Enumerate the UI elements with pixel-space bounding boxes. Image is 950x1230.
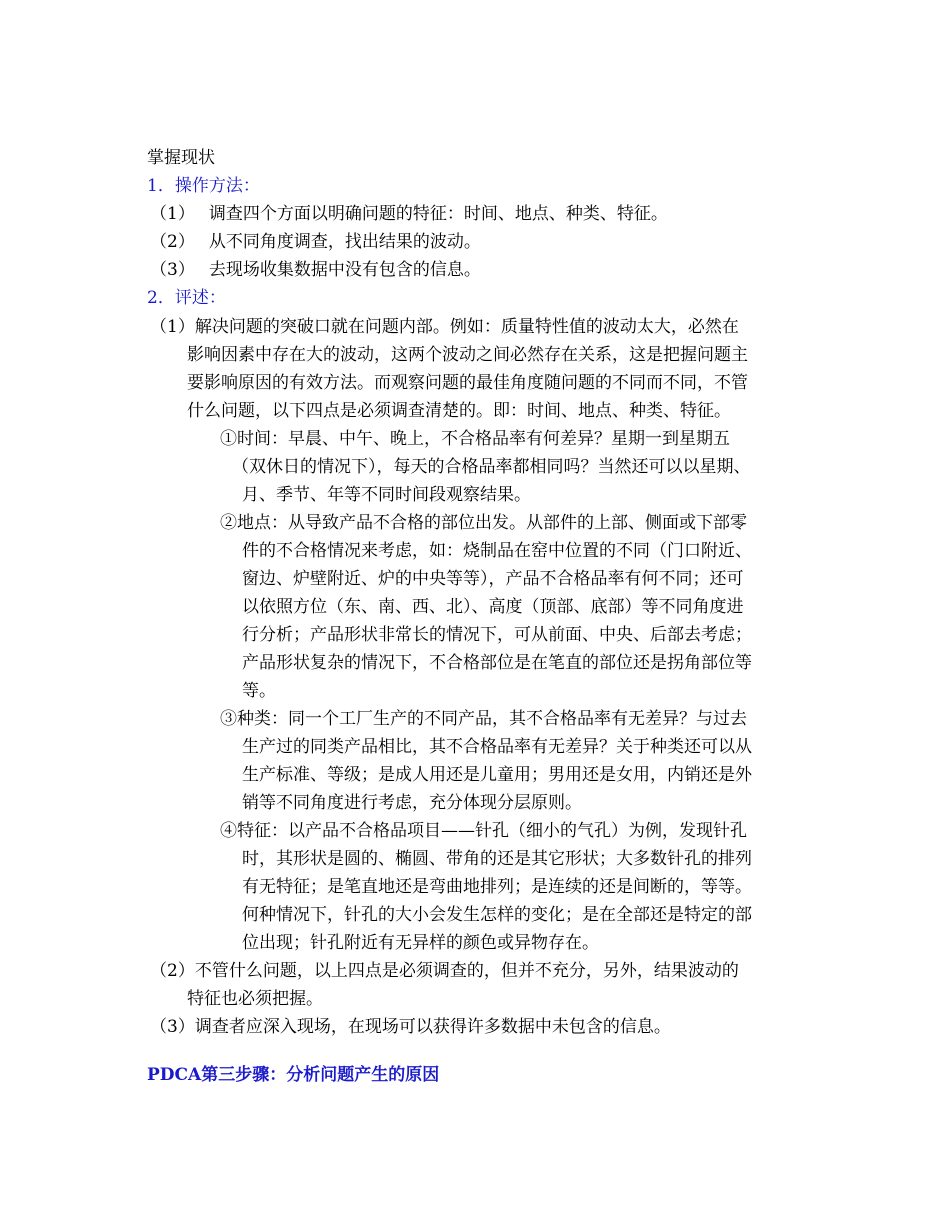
part2-heading: 2．评述： — [147, 288, 226, 308]
sub-item-line: 何种情况下，针孔的大小会发生怎样的变化；是在全部还是特定的部 — [242, 905, 752, 925]
sub-item-line: 销等不同角度进行考虑，充分体现分层原则。 — [242, 793, 582, 813]
sub-item-line: ①时间：早晨、中午、晚上，不合格品率有何差异？星期一到星期五 — [220, 429, 730, 449]
sub-item-line: 行分析；产品形状非常长的情况下，可从前面、中央、后部去考虑； — [242, 625, 752, 645]
sub-item-line: ②地点：从导致产品不合格的部位出发。从部件的上部、侧面或下部零 — [220, 513, 747, 533]
item-text: 从不同角度调查，找出结果的波动。 — [208, 232, 481, 252]
sub-item-line: ④特征：以产品不合格品项目——针孔（细小的气孔）为例，发现针孔 — [220, 821, 747, 841]
paragraph-line: 影响因素中存在大的波动，这两个波动之间必然存在关系，这是把握问题主 — [187, 345, 748, 365]
list-item — [150, 228, 481, 256]
sub-item-line: 件的不合格情况来考虑，如：烧制品在窑中位置的不同（门口附近、 — [242, 541, 752, 561]
item-number: （1） — [150, 204, 195, 224]
paragraph-line: （3）调查者应深入现场，在现场可以获得许多数据中未包含的信息。 — [150, 1017, 671, 1037]
list-item — [150, 200, 668, 228]
item-text: 去现场收集数据中没有包含的信息。 — [208, 260, 481, 280]
paragraph-line: （2）不管什么问题，以上四点是必须调查的，但并不充分，另外，结果波动的 — [150, 961, 739, 981]
sub-item-line: ③种类：同一个工厂生产的不同产品，其不合格品率有无差异？与过去 — [220, 709, 747, 729]
paragraph-line: 什么问题，以下四点是必须调查清楚的。即：时间、地点、种类、特征。 — [187, 401, 731, 421]
sub-item-line: 以依照方位（东、南、西、北）、高度（顶部、底部）等不同角度进 — [242, 597, 744, 617]
sub-item-line: 时，其形状是圆的、椭圆、带角的还是其它形状；大多数针孔的排列 — [242, 849, 752, 869]
sub-item-line: 位出现；针孔附近有无异样的颜色或异物存在。 — [242, 933, 599, 953]
list-item — [150, 256, 481, 284]
sub-item-line: （双休日的情况下），每天的合格品率都相同吗？当然还可以以星期、 — [232, 457, 751, 477]
sub-item-line: 月、季节、年等不同时间段观察结果。 — [242, 485, 531, 505]
paragraph-line: 要影响原因的有效方法。而观察问题的最佳角度随问题的不同而不同，不管 — [187, 373, 748, 393]
item-number: （3） — [150, 260, 195, 280]
sub-item-line: 产品形状复杂的情况下，不合格部位是在笔直的部位还是拐角部位等 — [242, 653, 752, 673]
sub-item-line: 有无特征；是笔直地还是弯曲地排列；是连续的还是间断的，等等。 — [242, 877, 752, 897]
paragraph-line: （1）解决问题的突破口就在问题内部。例如：质量特性值的波动太大，必然在 — [150, 317, 739, 337]
section-title: 掌握现状 — [147, 148, 215, 168]
sub-item-line: 生产过的同类产品相比，其不合格品率有无差异？关于种类还可以从 — [242, 737, 752, 757]
sub-item-line: 生产标准、等级；是成人用还是儿童用；男用还是女用，内销还是外 — [242, 765, 752, 785]
sub-item-line: 窗边、炉壁附近、炉的中央等等），产品不合格品率有何不同；还可 — [242, 569, 744, 589]
item-text: 调查四个方面以明确问题的特征：时间、地点、种类、特征。 — [208, 204, 668, 224]
paragraph-line: 特征也必须把握。 — [187, 989, 323, 1009]
item-number: （2） — [150, 232, 195, 252]
next-step-heading: PDCA第三步骤：分析问题产生的原因 — [147, 1065, 440, 1085]
part1-heading: 1．操作方法： — [147, 176, 260, 196]
sub-item-line: 等。 — [242, 681, 276, 701]
